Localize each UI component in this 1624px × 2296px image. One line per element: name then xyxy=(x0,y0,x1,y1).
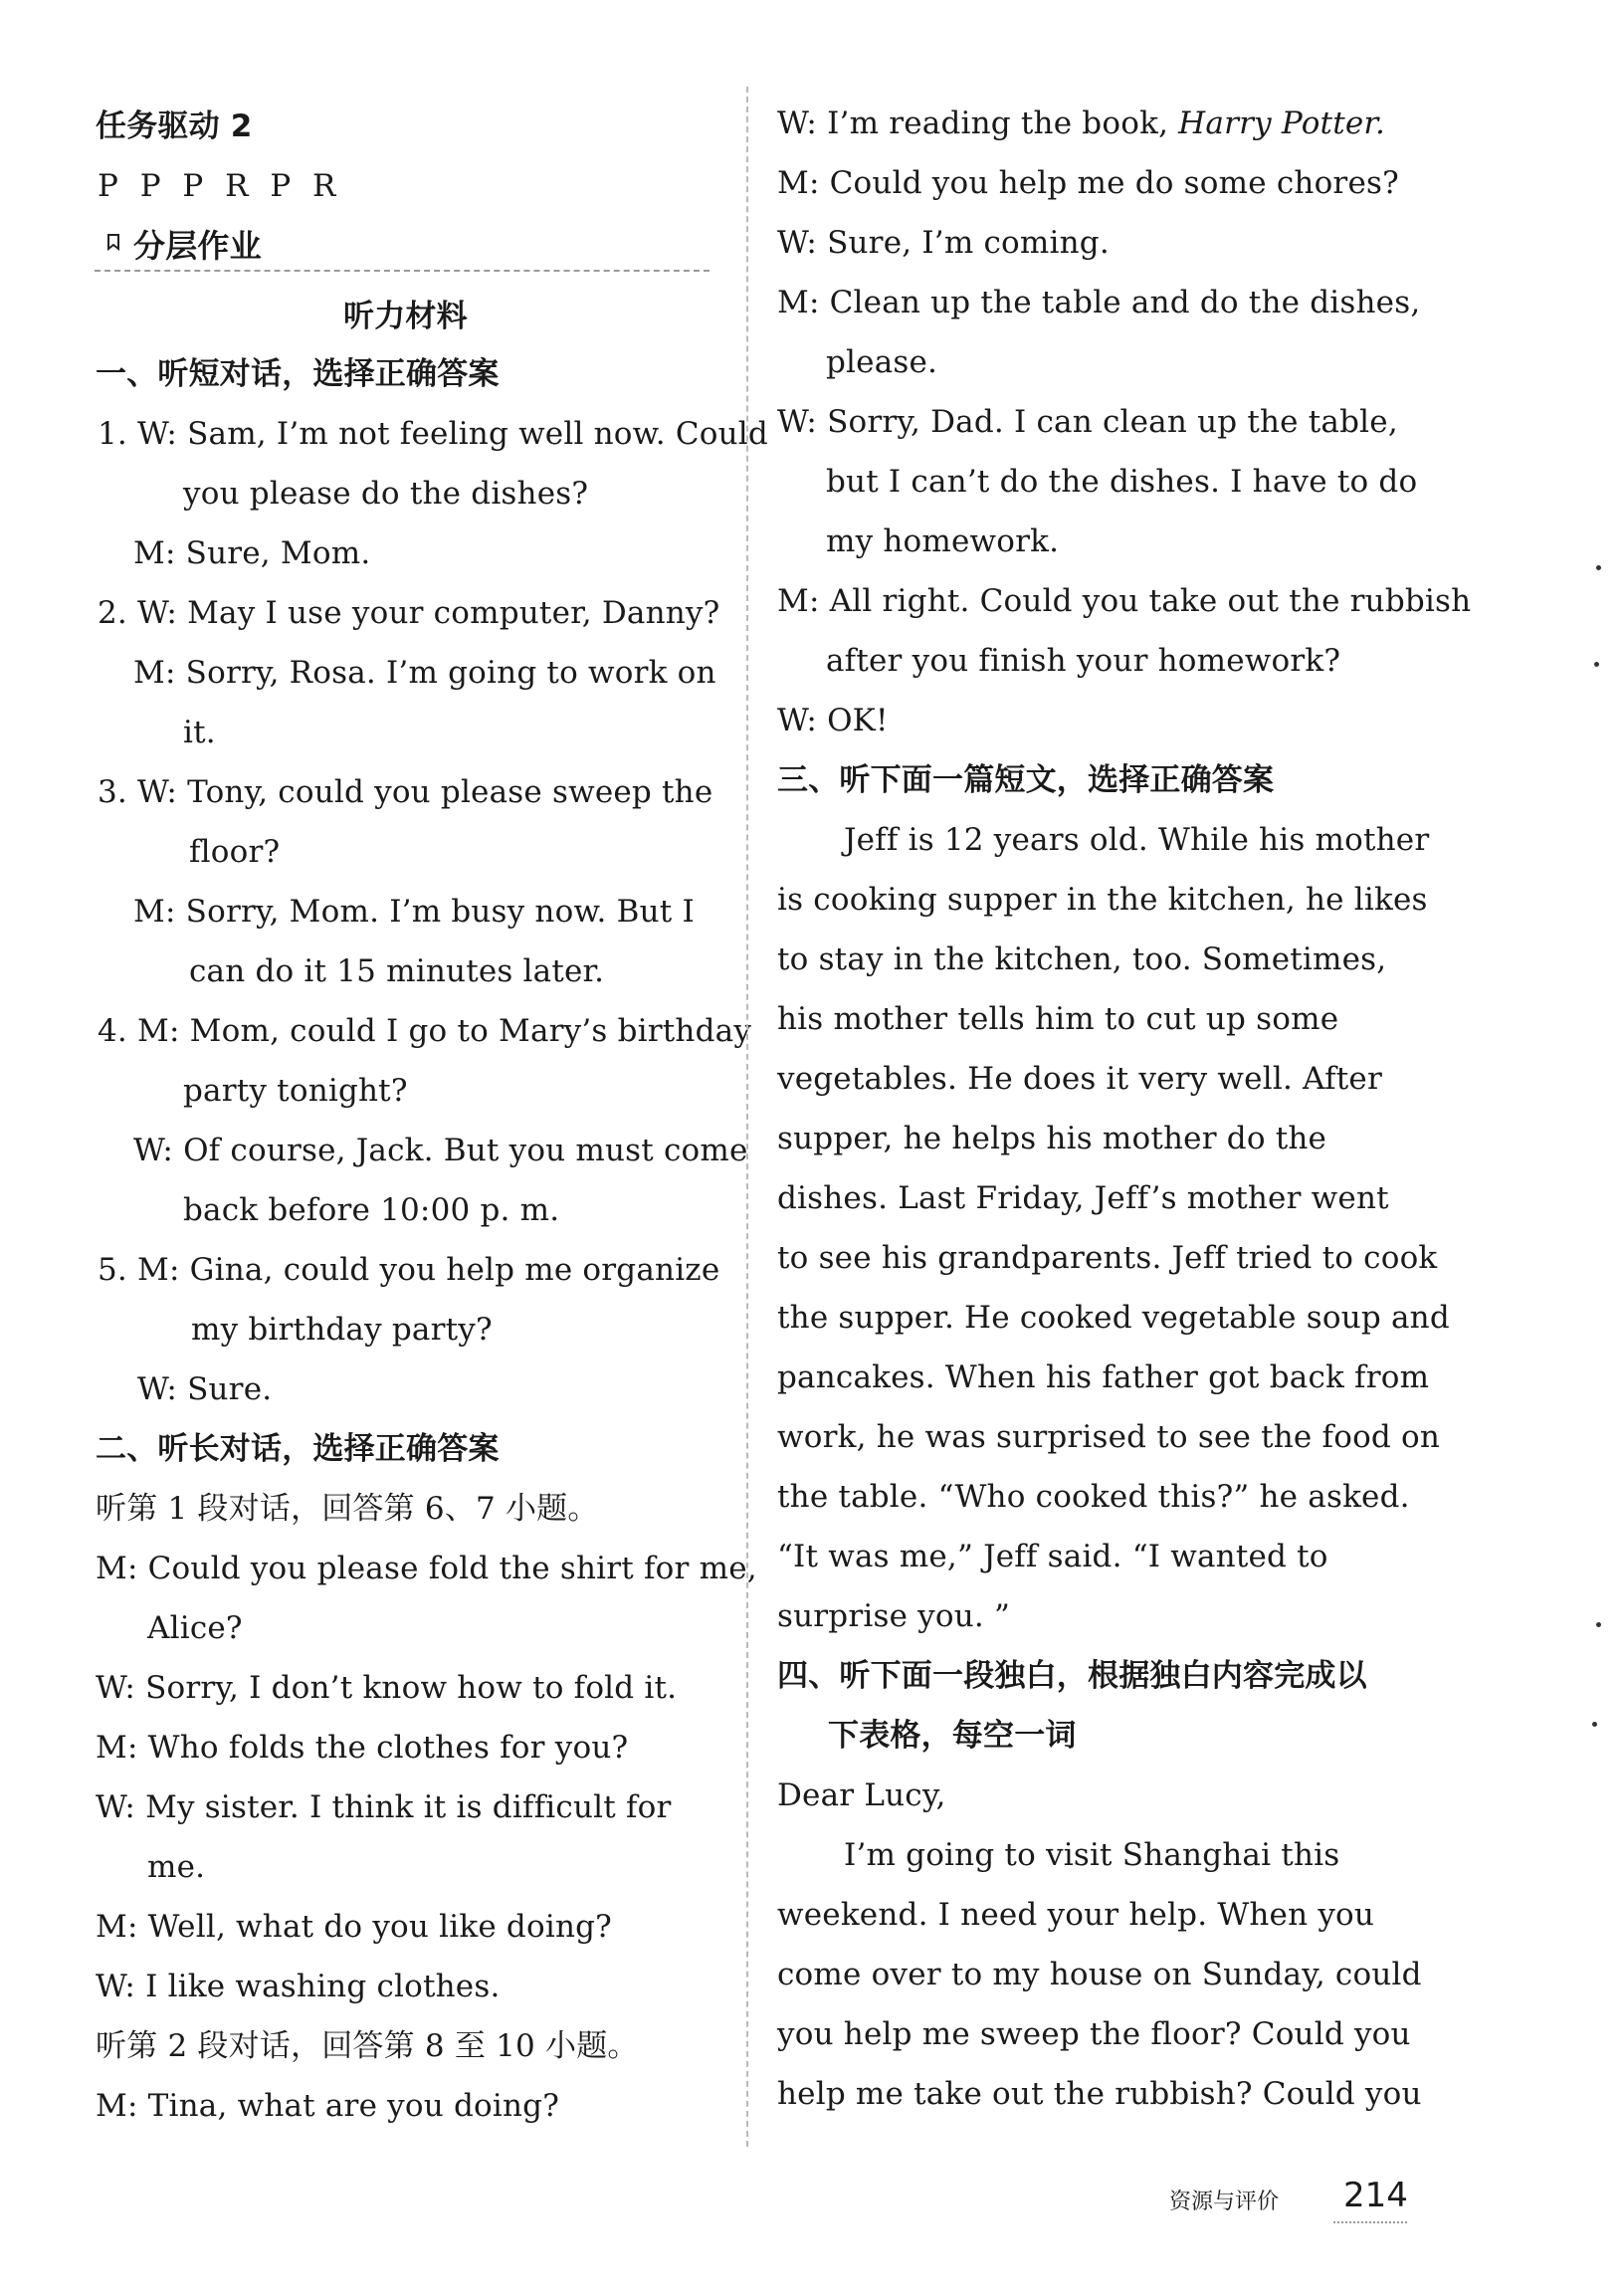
text-line: 5. M: Gina, could you help me organize xyxy=(98,1252,720,1288)
text-line: but I can’t do the dishes. I have to do xyxy=(826,464,1418,500)
text-line xyxy=(777,102,1385,145)
part4-heading-cont: 下表格，每空一词 xyxy=(828,1718,1077,1754)
text-line: my birthday party? xyxy=(191,1312,493,1348)
text-line: 听第 2 段对话，回答第 8 至 10 小题。 xyxy=(96,2028,639,2064)
part3-heading: 三、听下面一篇短文，选择正确答案 xyxy=(777,762,1275,798)
text-line: W: Of course, Jack. But you must come xyxy=(133,1133,748,1168)
text-line: surprise you. ” xyxy=(777,1598,1011,1634)
page-number: 214 xyxy=(1343,2176,1408,2215)
section-divider xyxy=(95,270,710,272)
text-line: after you finish your homework? xyxy=(826,643,1341,679)
text-line: his mother tells him to cut up some xyxy=(777,1001,1339,1037)
answer-key: P P P R P R xyxy=(98,168,342,204)
bookmark-icon xyxy=(106,233,122,251)
listening-material-title: 听力材料 xyxy=(343,299,468,334)
text-line: I’m going to visit Shanghai this xyxy=(844,1837,1340,1873)
text-line: party tonight? xyxy=(183,1073,408,1109)
text-line: come over to my house on Sunday, could xyxy=(777,1957,1422,1992)
text-line: M: Sorry, Mom. I’m busy now. But I xyxy=(133,894,695,930)
text-line: pancakes. When his father got back from xyxy=(777,1359,1430,1395)
column-divider xyxy=(746,87,748,2147)
text-line: M: Tina, what are you doing? xyxy=(96,2088,560,2124)
text-line: back before 10:00 p. m. xyxy=(183,1192,560,1228)
text-line: Jeff is 12 years old. While his mother xyxy=(844,822,1430,858)
text-line: M: Sure, Mom. xyxy=(133,535,371,571)
text-line: M: Clean up the table and do the dishes, xyxy=(777,285,1421,320)
scan-speck xyxy=(1596,565,1601,570)
text-line: Dear Lucy, xyxy=(777,1777,946,1813)
page-number-underline xyxy=(1333,2221,1407,2223)
text-line: vegetables. He does it very well. After xyxy=(777,1061,1382,1097)
text-line: you help me sweep the floor? Could you xyxy=(777,2016,1411,2052)
text-line: the table. “Who cooked this?” he asked. xyxy=(777,1479,1410,1515)
scan-speck xyxy=(1596,1622,1601,1627)
text-line: supper, he helps his mother do the xyxy=(777,1121,1327,1156)
text-line: please. xyxy=(826,344,938,380)
section-tag-layered-homework: 分层作业 xyxy=(133,227,262,265)
text-line: W: Sure, I’m coming. xyxy=(777,225,1110,261)
text-line: floor? xyxy=(189,834,281,870)
text-line: M: Could you please fold the shirt for me, xyxy=(96,1551,757,1586)
text-line: 2. W: May I use your computer, Danny? xyxy=(98,595,720,631)
text-line: to see his grandparents. Jeff tried to cook xyxy=(777,1240,1438,1276)
text-line: M: Could you help me do some chores? xyxy=(777,165,1399,201)
text-line: 3. W: Tony, could you please sweep the xyxy=(98,774,713,810)
task-heading: 任务驱动 2 xyxy=(96,108,253,144)
text-line: 4. M: Mom, could I go to Mary’s birthday xyxy=(98,1013,752,1049)
text-fragment: W: I’m reading the book, xyxy=(777,105,1179,141)
text-line: dishes. Last Friday, Jeff’s mother went xyxy=(777,1180,1389,1216)
text-line: Alice? xyxy=(147,1610,243,1646)
text-line: M: All right. Could you take out the rubbish xyxy=(777,583,1472,619)
part1-heading: 一、听短对话，选择正确答案 xyxy=(96,356,500,392)
text-line: 听第 1 段对话，回答第 6、7 小题。 xyxy=(96,1491,599,1527)
text-line: help me take out the rubbish? Could you xyxy=(777,2076,1422,2112)
text-line: M: Sorry, Rosa. I’m going to work on xyxy=(133,655,716,691)
footer-label: 资源与评价 xyxy=(1169,2190,1280,2214)
text-line: you please do the dishes? xyxy=(183,476,589,512)
text-line: is cooking supper in the kitchen, he likes xyxy=(777,882,1428,918)
text-line: W: Sorry, Dad. I can clean up the table, xyxy=(777,404,1398,440)
text-line: work, he was surprised to see the food on xyxy=(777,1419,1441,1455)
text-line: 1. W: Sam, I’m not feeling well now. Could xyxy=(98,416,768,452)
text-line: me. xyxy=(147,1849,206,1885)
text-line: weekend. I need your help. When you xyxy=(777,1897,1375,1933)
text-line: it. xyxy=(183,715,216,750)
text-line: M: Who folds the clothes for you? xyxy=(96,1730,629,1766)
text-line: can do it 15 minutes later. xyxy=(189,953,605,989)
scan-speck xyxy=(1594,662,1599,667)
part2-heading: 二、听长对话，选择正确答案 xyxy=(96,1431,500,1467)
text-line: W: Sorry, I don’t know how to fold it. xyxy=(96,1670,678,1706)
text-line: W: OK! xyxy=(777,703,889,738)
text-line: W: Sure. xyxy=(137,1371,273,1407)
text-line: to stay in the kitchen, too. Sometimes, xyxy=(777,941,1387,977)
scan-speck xyxy=(1592,1722,1597,1727)
text-line: M: Well, what do you like doing? xyxy=(96,1909,612,1945)
text-line: W: I like washing clothes. xyxy=(96,1969,501,2004)
book-title: Harry Potter. xyxy=(1178,105,1386,141)
text-line: my homework. xyxy=(826,523,1060,559)
text-line: “It was me,” Jeff said. “I wanted to xyxy=(777,1539,1328,1574)
part4-heading: 四、听下面一段独白，根据独白内容完成以 xyxy=(777,1658,1367,1694)
text-line: W: My sister. I think it is difficult for xyxy=(96,1789,672,1825)
text-line: the supper. He cooked vegetable soup and xyxy=(777,1300,1450,1336)
